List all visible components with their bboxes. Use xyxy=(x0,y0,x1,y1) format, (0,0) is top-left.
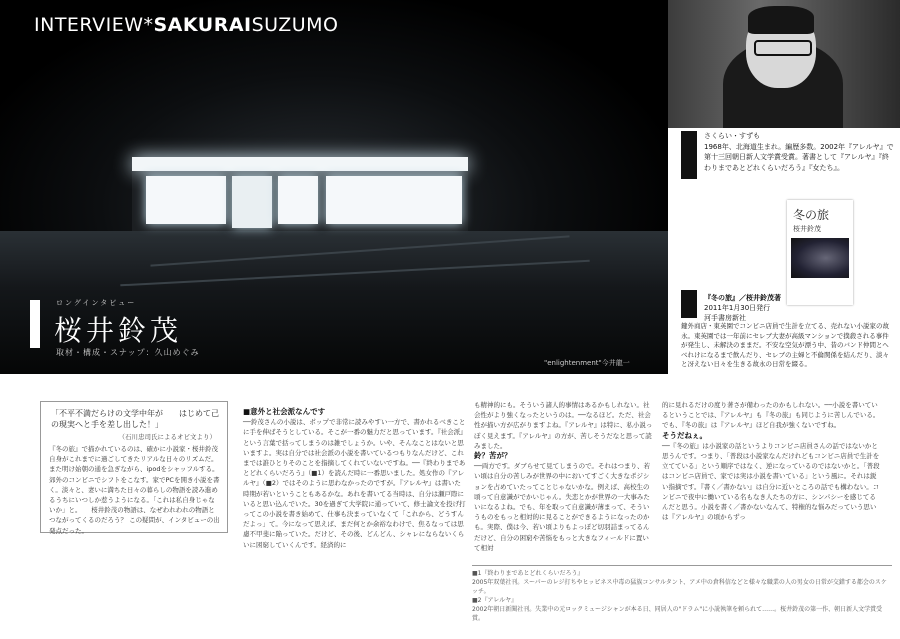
name-accent-bar xyxy=(30,300,40,348)
book-cover-image xyxy=(791,238,849,278)
name-ruby: ロングインタビュー xyxy=(56,299,137,307)
intro-text: 『冬の旅』で描かれているのは、確かに小説家・桜井鈴茂自身がこれまでに過ごしてきたリアルな日々のリズムだ。また明け始朝の通を急ぎながら、ipodをシャッフルする。郊外のコンビニでシフトをこなす。家でPCを開き小説を書く。淡々と、妻いに満ちた日々の暮らしの物語を読み進めるうちにいつしか惹うようになる。「これは私自身じゃないか」と。 桜井鈴茂の物語は、なぜわれわれの物語とつながってくるのだろう？ この疑問が、インタビューの出発点だった。 xyxy=(49,445,220,535)
answer-line: 鈴？苦が？ xyxy=(474,451,512,461)
store-window xyxy=(326,176,462,224)
portrait-hair xyxy=(748,6,814,34)
book-title: 『冬の旅』／桜井鈴茂著 xyxy=(704,294,781,302)
credit-line: 取材・構成・スナップ：久山めぐみ xyxy=(56,348,200,357)
pull-quote-source: （石川忠司氏によるオビ文より） xyxy=(118,433,216,441)
column-text: も精神的にも。そういう諸人的事情はあるかもしれない。社会性がより強くなったというのは。──なるほど。ただ、社会性が描い方が広がりますよね。『アレルヤ』は特に、私小説っぽく見えます。『アレルヤ』の方が、苦しそうだなと思って読みました。 xyxy=(474,401,653,450)
author-portrait xyxy=(668,0,900,128)
footnotes xyxy=(472,565,892,623)
book-description: 鍵外商店・東英園でコンビニ店員で生計を立てる、売れない小説家の故永。東英園では一年前にセレブ大妻が高級マンションで撲殺される事件が発生し、未解決のままだ。不安な空気が漂う中、昔のバンド仲間とへべれけになるまで飲んだり、セレブの主婦と不倫関係を結んだり、淡々と冴えない日々を生きる故永の日常を綴る。 xyxy=(681,322,889,368)
footnote-text: 2005年双葉社刊。スーパーのレジ打ちやヒッピネス中毒の猛族コンサルタント、アメ中の倉科信などと様々な職業の人の男女の日常が交錯する都会のスケッチ。 xyxy=(472,579,887,595)
pull-quote: 「不平不満だらけの文学中年が はじめて己の現実へと手を差し出した！」 xyxy=(51,409,219,429)
book-date: 2011年1月30日発行 xyxy=(704,304,771,312)
author-name: 桜井鈴茂 xyxy=(54,314,183,347)
footnote-title: ■2『アレルヤ』 xyxy=(472,597,518,604)
bio-text: 1968年、北海道生まれ。編歴多数。2002年『アレルヤ』で第十三回朝日新人文学賞受賞。著書として『アレルヤ』『終わりまであとどれくらいだろう』『女たち』。 xyxy=(704,142,894,172)
interview-header: INTERVIEW*SAKURAISUZUMO xyxy=(34,14,339,36)
store-window xyxy=(146,176,226,224)
article-column-1 xyxy=(243,407,467,550)
book-cover-title: 冬の旅 xyxy=(793,208,830,222)
article-column-3 xyxy=(662,400,880,522)
store-door xyxy=(232,176,272,228)
store-window xyxy=(278,176,318,224)
answer-line: そうだねぇ。 xyxy=(662,430,707,440)
article-column-2 xyxy=(474,400,654,553)
book-info xyxy=(704,293,794,323)
store-roof-light xyxy=(132,157,468,171)
column-text: 的に見れるだけの度り著さが備わったのかもしれない。──小説を書いているということでは、『アレルヤ』も『冬の旅』も同じように苦しんでいる。でも、『冬の旅』は『アレルヤ』ほど自我が強くないですね。 xyxy=(662,401,880,430)
book-publisher: 河手書房新社 xyxy=(704,314,746,322)
section-heading: ■意外と社会派なんです xyxy=(243,407,326,416)
column-text: ──鈴茂さんの小説は、ポップで非常に読みやすい一方で、書かれるべきことに手を伸ばそうとしている。そこが一番の魅力だと思っています。『社会派』という言葉で括ってしまうのは雑でしょうか。いや、そんなことはないと思いますよ。実は自分では社会派の小説を書いているつもりなんだけど、これまでは誰ひとりそのことを指摘してくれていないですね。──『終わりまであとどれくらいだろう』（■1）を読んだ時に一番思いました。処女作の『アレルヤ』（■2）ではそのように思わなかったのですが。『アレルヤ』は書いた時期が若いということもあるかな。あれを書いてる当時は、自分は瀬戸際にいると思い込んでいた。30を過ぎて大学院に通っていて、修士論文を投げ打ってこの小説を書き始めて、仕事も決まっていなくて「これから、どうすんだよっ」て。今になって思えば、まだ何とか余裕なわけで、焦るなっては思慮不甲斐に陥っていた。だけど、その後、どんどん、シャレにならないくらいに困窮していくんです。経済的に xyxy=(243,418,467,549)
column-text: ──『冬の旅』は小説家の話というよりコンビニ店員さんの話ではないかと思うんです。つまり、「普段は小説家なんだけれどもコンビニ店員で生計を立てている」という順序ではなく、逆になっているのではないかと。「普段はコンビニ店員で、家では実は小説を書いている」という風に。それは鋭い指摘です。『書く／書かない』は自分に近いところの話でも構わない。コンビニで夜中に働いている名もなき人たちの方に、シンパシーを感じてるんだと思う。小説を書く／書かないなんて、特権的な悩みだっていう思いは『アレルヤ』の頃からずっ xyxy=(662,441,880,522)
footnote-title: ■1『終わりまであとどれくらいだろう』 xyxy=(472,570,584,577)
author-bio xyxy=(704,131,894,173)
book-accent-bar xyxy=(681,290,697,318)
bio-accent-bar xyxy=(681,131,697,179)
footnote-text: 2002年朝日新聞社刊。失業中の元ロックミュージシャンが本る日、同居人の"ドラム"に小説執筆を頼られて……。桜井鈴茂の第一作、朝日新人文学賞受賞。 xyxy=(472,606,883,622)
book-cover xyxy=(787,200,853,305)
book-cover-author: 桜井鈴茂 xyxy=(793,225,821,233)
column-text: ──両方です。ダブらせて見てしまうので。それはつまり、若い頃は自分の苦しみが世界の中においてすごく大きなポジションを占めていたってことじゃないかな。例えば、高校生の頃って自意識がでかいじゃん。失恋とかが世界の一大事みたいになるよね。でも、年を取って自意識が薄まって、そういうものをもっと相対的に見ることができるようになったのかも。実際、僕は今、若い頃よりもよっぽど切羽詰まってるんだけど、自分の困窮や苦悩をもっと大きなフィールドに置いて相対 xyxy=(474,462,650,552)
photo-caption: "enlightenment"今井龍一 xyxy=(544,359,630,367)
pull-quote-box xyxy=(40,401,228,533)
bio-name: さくらい・すずも xyxy=(704,132,761,140)
glasses-icon xyxy=(754,40,812,56)
